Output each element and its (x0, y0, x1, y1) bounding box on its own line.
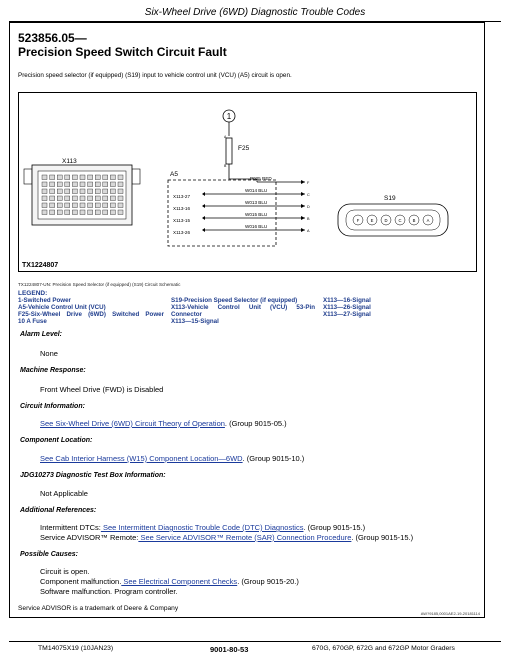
x113-pin-cavity (110, 182, 115, 187)
x113-pin-cavity (65, 189, 70, 194)
legend-item: S19-Precision Speed Selector (if equipped) (171, 297, 298, 304)
legend-item: F25-Six-Wheel Drive (6WD) Switched Power (18, 311, 164, 318)
x113-pin-cavity (110, 175, 115, 180)
intermittent-dtc-link[interactable]: See Intermittent Diagnostic Trouble Code (DTC) Diagnostics (100, 523, 304, 532)
x113-pin-cavity (42, 196, 47, 201)
component-location-link[interactable]: See Cab Interior Harness (W15) Component Location—6WD (40, 454, 243, 463)
fuse-terminal-a: A (224, 135, 227, 139)
intermittent-dtc-group: . (Group 9015-15.) (303, 523, 366, 532)
x113-pin-cavity (80, 210, 85, 215)
x113-pin-cavity (72, 182, 77, 187)
cause-component-label: Component malfunction. (40, 577, 122, 586)
circuit-theory-group: . (Group 9015-05.) (224, 419, 287, 428)
x113-pin-cavity (88, 203, 93, 208)
x113-pin-cavity (110, 203, 115, 208)
footer-manual-id: TM14075X19 (10JAN23) (38, 645, 114, 652)
wire-label-w015: W015 BLU (245, 212, 268, 217)
s19-cavity-b: B (412, 218, 416, 223)
x113-pin-cavity (103, 203, 108, 208)
legend-title: LEGEND: (18, 290, 48, 297)
pin-x113-15: X113-15 (173, 218, 191, 223)
circuit-information-line (40, 419, 287, 428)
x113-pin-cavity (65, 182, 70, 187)
x113-pin-cavity (57, 203, 62, 208)
s19-cavity-f: F (356, 218, 360, 223)
machine-response-heading: Machine Response: (20, 367, 86, 374)
x113-left-clip (24, 169, 32, 184)
page-header-title: Six-Wheel Drive (6WD) Diagnostic Trouble Codes (144, 7, 366, 18)
fuse-label: F25 (238, 145, 250, 152)
x113-pin-cavity (72, 189, 77, 194)
legend-item: X113—16-Signal (323, 297, 371, 304)
x113-pin-cavity (80, 196, 85, 201)
a5-label: A5 (170, 171, 178, 178)
x113-pin-cavity (72, 210, 77, 215)
trademark-note: Service ADVISOR is a trademark of Deere & Company (18, 605, 179, 612)
x113-pin-cavity (50, 189, 55, 194)
x113-pin-cavity (80, 189, 85, 194)
x113-pin-cavity (103, 189, 108, 194)
circuit-information-heading: Circuit Information: (20, 403, 85, 410)
component-location-line (40, 454, 304, 463)
x113-pin-cavity (80, 182, 85, 187)
x113-pin-cavity (57, 189, 62, 194)
intermittent-dtc-label: Intermittent DTCs: (40, 523, 101, 532)
sar-label: Service ADVISOR™ Remote: (40, 533, 139, 542)
wire-label-w014: W014 BLU (245, 188, 268, 193)
x113-pin-cavity (95, 210, 100, 215)
x113-pin-cavity (88, 189, 93, 194)
legend-item: X113—26-Signal (323, 304, 371, 311)
alarm-level-heading: Alarm Level: (20, 331, 63, 338)
figure-id: TX1224807 (22, 262, 59, 269)
x113-pin-cavity (57, 196, 62, 201)
legend-item: Connector (171, 311, 202, 318)
x113-pin-cavity (50, 182, 55, 187)
dtc-description: Precision speed selector (if equipped) (S19) input to vehicle control unit (VCU) (A5) circuit is open. (18, 72, 292, 79)
x113-pin-cavity (118, 182, 123, 187)
x113-pin-cavity (88, 182, 93, 187)
dtc-code: 523856.05— (18, 31, 87, 45)
x113-pin-cavity (110, 189, 115, 194)
s19-cavity-a: A (426, 218, 430, 223)
x113-pin-cavity (118, 189, 123, 194)
x113-pin-cavity (95, 189, 100, 194)
legend-item: X113—15-Signal (171, 318, 219, 325)
test-box-heading: JDG10273 Diagnostic Test Box Information: (20, 472, 166, 479)
x113-pin-cavity (95, 196, 100, 201)
footer-rule (9, 641, 501, 642)
legend-item: A5-Vehicle Control Unit (VCU) (18, 304, 106, 311)
component-checks-link[interactable]: See Electrical Component Checks (121, 577, 238, 586)
s19-terminal-arrows (301, 180, 305, 232)
x113-pin-cavity (103, 182, 108, 187)
legend-item: 1-Switched Power (18, 297, 71, 304)
cause-software: Software malfunction. Program controller. (40, 587, 178, 596)
s19-terminal-a: A (307, 229, 310, 233)
circuit-theory-link[interactable]: See Six-Wheel Drive (6WD) Circuit Theory of Operation (40, 419, 225, 428)
intermittent-dtc-line (40, 523, 365, 532)
s19-cavity-d: D (384, 218, 388, 223)
possible-causes-heading: Possible Causes: (20, 551, 78, 558)
x113-pin-cavity (80, 175, 85, 180)
x113-pin-cavity (57, 175, 62, 180)
x113-pin-cavity (72, 196, 77, 201)
x113-pin-cavity (118, 210, 123, 215)
x113-pin-cavity (42, 203, 47, 208)
x113-pin-cavity (72, 203, 77, 208)
pin-x113-27: X113-27 (173, 194, 191, 199)
s19-terminal-b: B (307, 217, 310, 221)
x113-pin-cavity (103, 175, 108, 180)
circuit-schematic (18, 92, 477, 272)
sar-line (40, 533, 413, 542)
x113-pin-cavity (65, 210, 70, 215)
x113-pin-cavity (110, 196, 115, 201)
alarm-level-value: None (40, 349, 58, 358)
legend-item: 10 A Fuse (18, 318, 47, 325)
component-location-group: . (Group 9015-10.) (242, 454, 305, 463)
x113-pin-cavity (88, 210, 93, 215)
cause-circuit-open: Circuit is open. (40, 567, 90, 576)
pin-x113-16: X113-16 (173, 206, 191, 211)
fuse-f25 (226, 138, 232, 164)
figure-caption: TX1224807-UN: Precision Speed Selector (if equipped) (S19) Circuit Schematic (18, 282, 181, 287)
legend-item: X113-Vehicle Control Unit (VCU) 53-Pin (171, 304, 315, 311)
x113-pin-cavity (103, 196, 108, 201)
x113-pin-cavity (65, 196, 70, 201)
x113-pin-cavity (95, 203, 100, 208)
x113-pin-cavity (110, 210, 115, 215)
x113-pin-cavity (95, 175, 100, 180)
component-checks-group: . (Group 9015-20.) (237, 577, 299, 586)
s19-cavity-c: C (398, 218, 402, 223)
x113-pin-cavity (42, 189, 47, 194)
s19-terminal-f: F (307, 181, 310, 185)
s19-cavity-e: E (370, 218, 374, 223)
cause-component-line (40, 577, 299, 586)
x113-pin-cavity (118, 203, 123, 208)
legend-item: X113—27-Signal (323, 311, 371, 318)
x113-pin-cavity (50, 203, 55, 208)
sar-link[interactable]: See Service ADVISOR™ Remote (SAR) Connection Procedure (138, 533, 352, 542)
fuse-terminal-b: B (224, 164, 227, 168)
sar-group: . (Group 9015-15.) (351, 533, 414, 542)
footer-models: 670G, 670GP, 672G and 672GP Motor Graders (312, 645, 455, 652)
x113-pin-cavity (57, 182, 62, 187)
s19-terminal-c: C (307, 193, 310, 197)
wire-label-w016: W016 BLU (245, 224, 268, 229)
reference-code: AW?9185,0001AE2-19-20181114 (420, 611, 480, 616)
x113-pin-cavity (42, 175, 47, 180)
x113-pin-cavity (50, 210, 55, 215)
x113-pin-cavity (50, 196, 55, 201)
additional-references-heading: Additional References: (20, 507, 97, 514)
dtc-title: Precision Speed Switch Circuit Fault (18, 45, 227, 59)
pin-x113-26: X113-26 (173, 230, 191, 235)
x113-pin-cavity (103, 210, 108, 215)
x113-pin-cavity (65, 203, 70, 208)
wire-label-p025: P025 RED (250, 176, 272, 181)
x113-pin-cavity (88, 196, 93, 201)
s19-terminal-d: D (307, 205, 310, 209)
machine-response-value: Front Wheel Drive (FWD) is Disabled (40, 385, 164, 394)
test-box-value: Not Applicable (40, 489, 88, 498)
component-location-heading: Component Location: (20, 437, 93, 444)
x113-pin-cavity (50, 175, 55, 180)
x113-pin-cavity (42, 210, 47, 215)
footer-page-number: 9001-80-53 (210, 645, 249, 654)
callout-label: 1 (226, 112, 232, 121)
x113-pin-cavity (88, 175, 93, 180)
x113-label: X113 (62, 158, 77, 165)
x113-pin-cavity (57, 210, 62, 215)
x113-pin-cavity (72, 175, 77, 180)
x113-pin-cavity (42, 182, 47, 187)
vcu-pin-arrows (202, 192, 205, 232)
s19-label: S19 (384, 195, 396, 202)
x113-pin-cavity (80, 203, 85, 208)
x113-pin-cavity (95, 182, 100, 187)
x113-pin-cavity (118, 175, 123, 180)
wire-label-w013: W013 BLU (245, 200, 268, 205)
x113-pin-cavity (118, 196, 123, 201)
x113-right-clip (132, 169, 140, 184)
x113-pin-cavity (65, 175, 70, 180)
